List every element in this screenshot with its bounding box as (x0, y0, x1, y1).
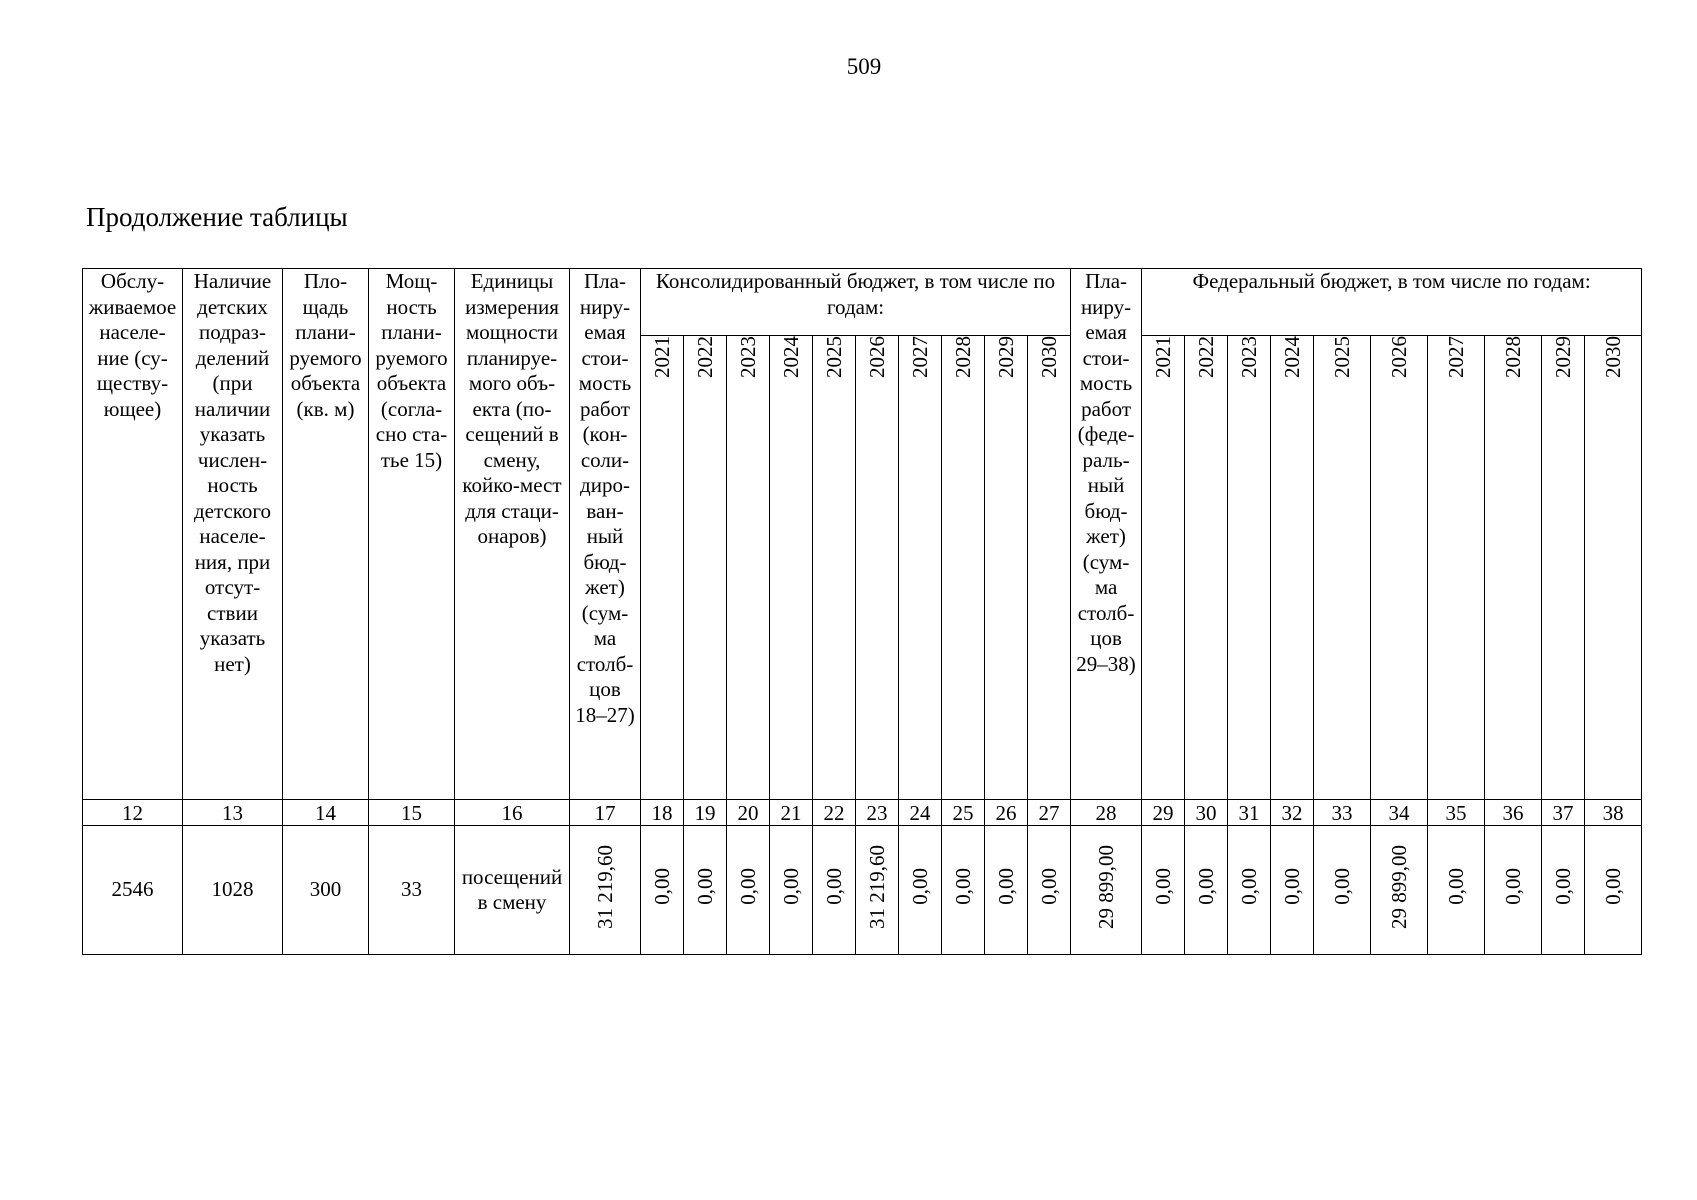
year-cell: 2023 (1228, 336, 1271, 800)
year-cell: 2021 (641, 336, 684, 800)
year-cell: 2025 (813, 336, 856, 800)
year-cell: 2021 (1142, 336, 1185, 800)
column-number: 12 (83, 800, 183, 826)
year-cell: 2026 (856, 336, 899, 800)
cell-area: 300 (283, 826, 369, 955)
cell-units: посещений в смену (455, 826, 570, 955)
column-number: 34 (1371, 800, 1428, 826)
column-number: 28 (1071, 800, 1142, 826)
cell-consolidated-year: 31 219,60 (856, 826, 899, 955)
header-federal-group: Федеральный бюджет, в том числе по годам: (1142, 269, 1642, 336)
column-number: 23 (856, 800, 899, 826)
year-cell: 2025 (1314, 336, 1371, 800)
column-number: 36 (1485, 800, 1542, 826)
header-units: Единицы измерения мощности планируе- мого объ- екта (по- сещений в смену, койко-мест для стаци- онаров) (455, 269, 570, 800)
column-number: 21 (770, 800, 813, 826)
cell-consolidated-year: 0,00 (641, 826, 684, 955)
cell-federal-year: 0,00 (1585, 826, 1642, 955)
column-numbers-row (83, 800, 1642, 826)
cell-federal-total: 29 899,00 (1071, 826, 1142, 955)
cell-federal-year: 0,00 (1314, 826, 1371, 955)
page-number: 509 (846, 54, 882, 79)
column-number: 20 (727, 800, 770, 826)
cell-federal-year: 29 899,00 (1371, 826, 1428, 955)
cell-consolidated-year: 0,00 (813, 826, 856, 955)
column-number: 33 (1314, 800, 1371, 826)
cell-consolidated-total: 31 219,60 (570, 826, 641, 955)
column-number: 16 (455, 800, 570, 826)
year-cell: 2023 (727, 336, 770, 800)
year-cell: 2022 (1185, 336, 1228, 800)
table-row (83, 826, 1642, 955)
cell-population: 2546 (83, 826, 183, 955)
cell-federal-year: 0,00 (1142, 826, 1185, 955)
column-number: 14 (283, 800, 369, 826)
year-cell: 2030 (1028, 336, 1071, 800)
year-cell: 2029 (985, 336, 1028, 800)
column-number: 30 (1185, 800, 1228, 826)
column-number: 29 (1142, 800, 1185, 826)
cell-federal-year: 0,00 (1185, 826, 1228, 955)
year-cell: 2022 (684, 336, 727, 800)
column-number: 26 (985, 800, 1028, 826)
column-number: 37 (1542, 800, 1585, 826)
year-cell: 2024 (770, 336, 813, 800)
header-row (83, 269, 1642, 336)
cell-consolidated-year: 0,00 (985, 826, 1028, 955)
column-number: 13 (183, 800, 283, 826)
year-cell: 2028 (1485, 336, 1542, 800)
column-number: 19 (684, 800, 727, 826)
year-cell: 2024 (1271, 336, 1314, 800)
header-area: Пло- щадь плани- руемого объекта (кв. м) (283, 269, 369, 800)
cell-federal-year: 0,00 (1271, 826, 1314, 955)
header-consolidated-group: Консолидированный бюджет, в том числе по годам: (641, 269, 1071, 336)
header-population: Обслу- живаемое населе- ние (су- ществу- ющее) (83, 269, 183, 800)
cell-consolidated-year: 0,00 (684, 826, 727, 955)
column-number: 22 (813, 800, 856, 826)
cell-consolidated-year: 0,00 (727, 826, 770, 955)
cell-capacity: 33 (369, 826, 455, 955)
cell-consolidated-year: 0,00 (899, 826, 942, 955)
cell-federal-year: 0,00 (1428, 826, 1485, 955)
header-capacity: Мощ- ность плани- руемого объекта (согла- сно ста- тье 15) (369, 269, 455, 800)
cell-consolidated-year: 0,00 (1028, 826, 1071, 955)
column-number: 24 (899, 800, 942, 826)
column-number: 25 (942, 800, 985, 826)
cell-consolidated-year: 0,00 (770, 826, 813, 955)
column-number: 38 (1585, 800, 1642, 826)
cell-children: 1028 (183, 826, 283, 955)
cell-consolidated-year: 0,00 (942, 826, 985, 955)
header-federal-cost: Пла- ниру- емая стои- мость работ (феде- раль- ный бюд- жет) (сум- ма столб- цов 29–38) (1071, 269, 1142, 800)
column-number: 15 (369, 800, 455, 826)
header-children: Наличие детских подраз- делений (при наличии указать числен- ность детского населе- ния, при отсут- ствии указать нет) (183, 269, 283, 800)
column-number: 31 (1228, 800, 1271, 826)
column-number: 27 (1028, 800, 1071, 826)
cell-federal-year: 0,00 (1542, 826, 1585, 955)
year-cell: 2030 (1585, 336, 1642, 800)
continuation-title: Продолжение таблицы (86, 202, 348, 232)
cell-federal-year: 0,00 (1485, 826, 1542, 955)
column-number: 35 (1428, 800, 1485, 826)
budget-table (82, 268, 1642, 955)
year-cell: 2027 (899, 336, 942, 800)
year-cell: 2026 (1371, 336, 1428, 800)
year-cell: 2027 (1428, 336, 1485, 800)
year-cell: 2028 (942, 336, 985, 800)
column-number: 32 (1271, 800, 1314, 826)
year-cell: 2029 (1542, 336, 1585, 800)
header-consolidated-cost: Пла- ниру- емая стои- мость работ (кон- соли- диро- ван- ный бюд- жет) (сум- ма столб- цов 18–27) (570, 269, 641, 800)
column-number: 17 (570, 800, 641, 826)
column-number: 18 (641, 800, 684, 826)
cell-federal-year: 0,00 (1228, 826, 1271, 955)
